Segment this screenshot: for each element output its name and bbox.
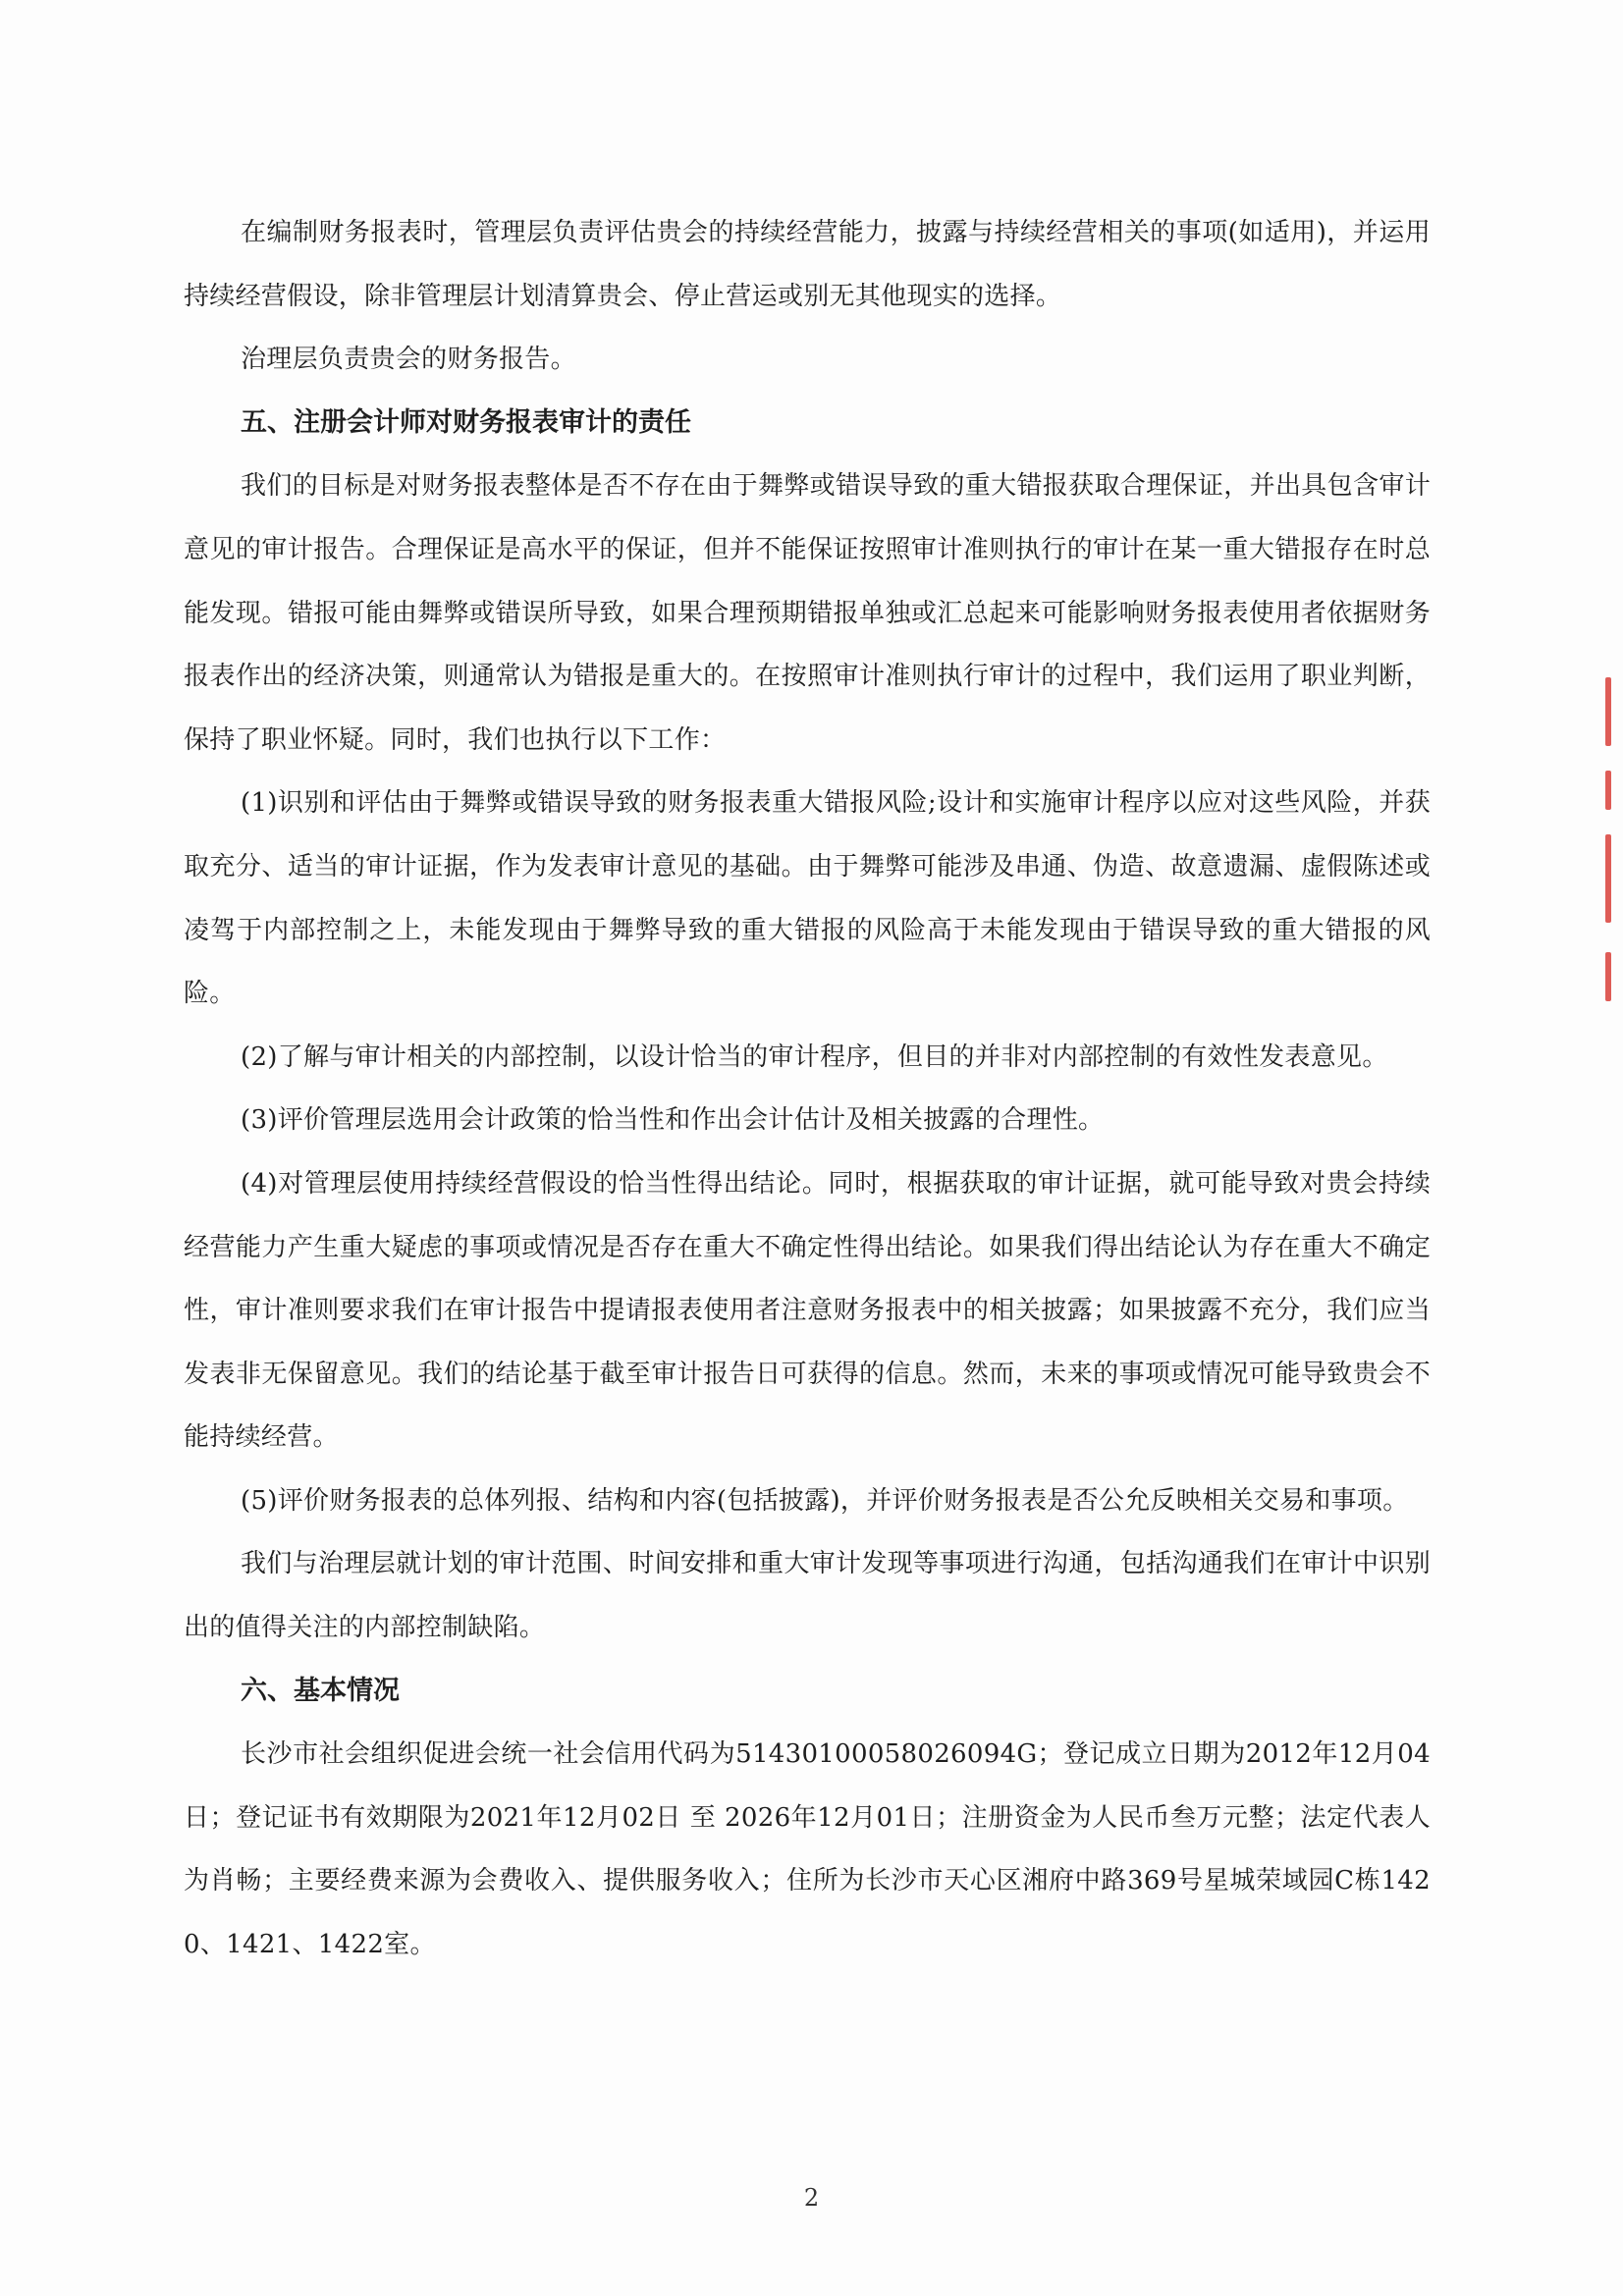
paragraph-item-1: (1)识别和评估由于舞弊或错误导致的财务报表重大错报风险;设计和实施审计程序以应对这些风险，并获取充分、适当的审计证据，作为发表审计意见的基础。由于舞弊可能涉及串通、伪造、故意遗漏、虚假陈述或凌驾于内部控制之上，未能发现由于舞弊导致的重大错报的风险高于未能发现由于错误导致的重大错报的风险。	[184, 788, 1431, 1009]
seal-edge-mark	[1601, 677, 1615, 1001]
paragraph-governance-responsibility: 治理层负责贵会的财务报告。	[241, 345, 576, 375]
paragraph-going-concern-assessment: 在编制财务报表时，管理层负责评估贵会的持续经营能力，披露与持续经营相关的事项(如适用)，并运用持续经营假设，除非管理层计划清算贵会、停止营运或别无其他现实的选择。	[184, 218, 1431, 311]
paragraph-audit-objective: 我们的目标是对财务报表整体是否不存在由于舞弊或错误导致的重大错报获取合理保证，并出具包含审计意见的审计报告。合理保证是高水平的保证，但并不能保证按照审计准则执行的审计在某一重大错报存在时总能发现。错报可能由舞弊或错误所导致，如果合理预期错报单独或汇总起来可能影响财务报表使用者依据财务报表作出的经济决策，则通常认为错报是重大的。在按照审计准则执行审计的过程中，我们运用了职业判断，保持了职业怀疑。同时，我们也执行以下工作：	[184, 471, 1431, 755]
paragraph-item-2: (2)了解与审计相关的内部控制，以设计恰当的审计程序，但目的并非对内部控制的有效性发表意见。	[241, 1041, 1388, 1072]
paragraph-basic-info: 长沙市社会组织促进会统一社会信用代码为51430100058026094G；登记成立日期为2012年12月04日；登记证书有效期限为2021年12月02日 至 2026年12月01日；注册资金为人民币叁万元整；法定代表人为肖畅；主要经费来源为会费收入、提供服务收入；住所为长沙市天心区湘府中路369号星城荣域园C栋1420、1421、1422室。	[184, 1739, 1431, 1960]
paragraph-item-3: (3)评价管理层选用会计政策的恰当性和作出会计估计及相关披露的合理性。	[241, 1105, 1105, 1136]
paragraph-communication: 我们与治理层就计划的审计范围、时间安排和重大审计发现等事项进行沟通，包括沟通我们在审计中识别出的值得关注的内部控制缺陷。	[184, 1549, 1431, 1643]
section-heading-basic-info: 六、基本情况	[241, 1675, 400, 1706]
paragraph-item-4: (4)对管理层使用持续经营假设的恰当性得出结论。同时，根据获取的审计证据，就可能导致对贵会持续经营能力产生重大疑虑的事项或情况是否存在重大不确定性得出结论。如果我们得出结论认为存在重大不确定性，审计准则要求我们在审计报告中提请报表使用者注意财务报表中的相关披露；如果披露不充分，我们应当发表非无保留意见。我们的结论基于截至审计报告日可获得的信息。然而，未来的事项或情况可能导致贵会不能持续经营。	[184, 1168, 1431, 1453]
page-number: 2	[803, 2184, 820, 2212]
document-body	[184, 201, 1431, 1977]
section-heading-auditor-responsibility: 五、注册会计师对财务报表审计的责任	[241, 406, 691, 438]
paragraph-item-5: (5)评价财务报表的总体列报、结构和内容(包括披露)，并评价财务报表是否公允反映相关交易和事项。	[241, 1485, 1409, 1516]
